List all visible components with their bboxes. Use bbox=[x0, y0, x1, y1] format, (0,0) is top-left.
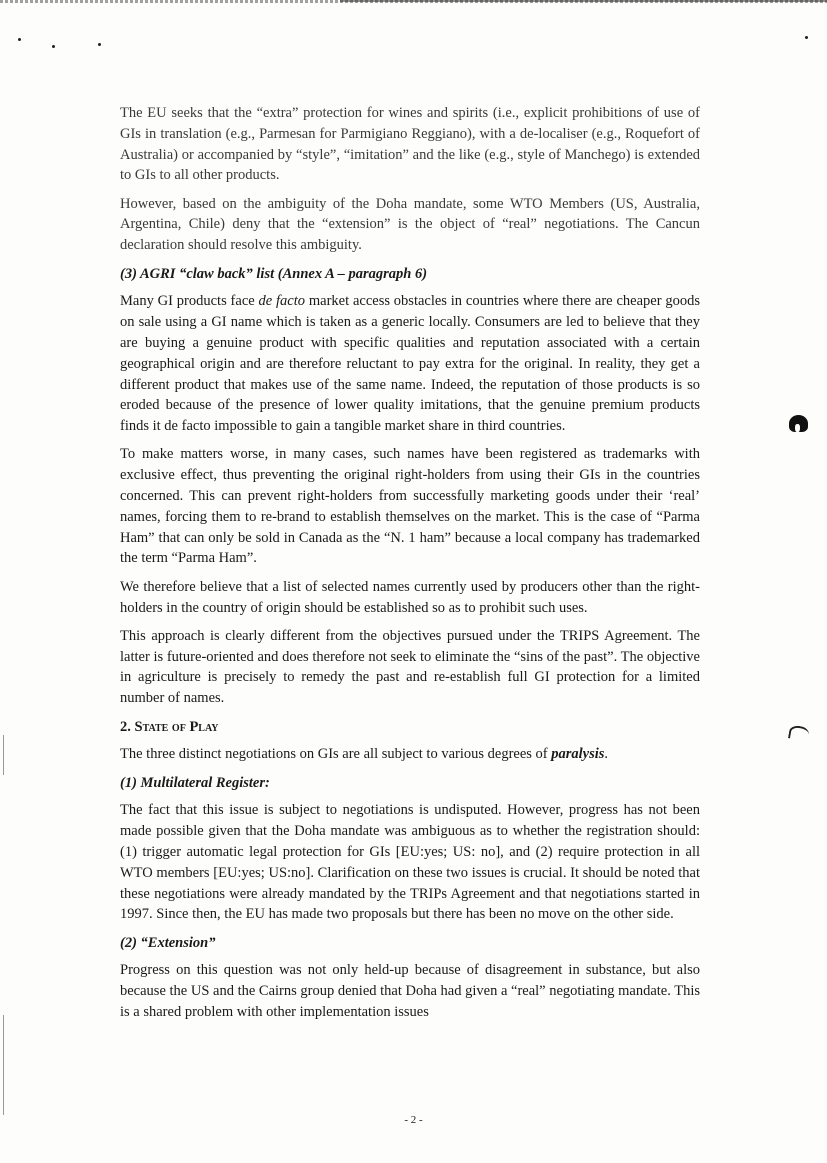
scan-speck bbox=[805, 36, 808, 39]
heading-claw-back-list: (3) AGRI “claw back” list (Annex A – paragraph 6) bbox=[120, 265, 428, 282]
paragraph-doha-ambiguity: However, based on the ambiguity of the Doha mandate, some WTO Members (US, Australia, Argentina, Chile) deny that the “extension” is the object of “real” negotiations. The Cancun declaration should resolve this ambiguity. bbox=[120, 195, 700, 254]
heading-extension: (2) “Extension” bbox=[120, 934, 216, 951]
paragraph-register-negotiations: The fact that this issue is subject to negotiations is undisputed. However, progress has not been made possible given that the Doha mandate was ambiguous as to whether the registration should: (1) trigger automatic legal protection for GIs [EU:yes; US: no], and (2) require protection in all WTO members [EU:yes; US:no]. Clarification on these two issues is crucial. It should be noted that these negotiations were already mandated by the TRIPs Agreement and that negotiations started in 1997. Since then, the EU has made two proposals but there has been no move on the other side. bbox=[120, 802, 700, 923]
paragraph-extension-progress: Progress on this question was not only held-up because of disagreement in substance, but also because the US and the Cairns group denied that Doha had given a “real” negotiating mandate. This is a shared problem with other implementation issues bbox=[120, 962, 700, 1021]
page-number: - 2 - bbox=[404, 1114, 423, 1126]
scan-edge-left bbox=[3, 735, 4, 775]
emphasis-paralysis: paralysis bbox=[551, 746, 605, 763]
scan-mark-blob bbox=[789, 415, 808, 432]
heading-multilateral-register: (1) Multilateral Register: bbox=[120, 774, 270, 791]
paragraph-extra-protection: The EU seeks that the “extra” protection for wines and spirits (i.e., explicit prohibitions of use of GIs in translation (e.g., Parmesan for Parmigiano Reggiano), with a de-localiser (e.g., Roquefort of Australia) or accompanied by “style”, “imitation” and the like (e.g., style of Manchego) is extended to GIs to all other products. bbox=[120, 105, 700, 184]
paragraph-market-access: Many GI products face de facto market access obstacles in countries where there are cheaper goods on sale using a GI name which is taken as a generic locally. Consumers are led to believe that they are buying a genuine product with specific qualities and reputation associated with a certain geographical origin and are therefore reluctant to pay extra for the original. In reality, they get a different product that makes use of the same name. Indeed, the reputation of those products is so eroded because of the presence of lower quality imitations, that the genuine premium products finds it de facto impossible to gain a tangible market share in third countries. bbox=[120, 293, 700, 435]
document-body bbox=[120, 103, 700, 1030]
scan-speck bbox=[18, 38, 21, 41]
scan-edge-left bbox=[3, 1015, 4, 1115]
paragraph-trademarks: To make matters worse, in many cases, such names have been registered as trademarks with exclusive effect, thus preventing the original right-holders from using their GIs in the countries concerned. This can prevent right-holders from successfully marketing goods under their ‘real’ names, forcing them to re-brand to establish themselves on the market. This is the case of “Parma Ham” that can only be sold in Canada as the “N. 1 ham” because a local company has trademarked the term “Parma Ham”. bbox=[120, 446, 700, 567]
scan-speck bbox=[52, 45, 55, 48]
heading-state-of-play: 2. State of Play bbox=[120, 718, 219, 735]
emphasis-de-facto: de facto bbox=[258, 293, 306, 310]
scan-edge-top-right bbox=[340, 0, 827, 2]
scan-speck bbox=[98, 43, 101, 46]
paragraph-trips-difference: This approach is clearly different from the objectives pursued under the TRIPS Agreement. The latter is future-oriented and does therefore not seek to eliminate the “sins of the past”. The objective in agriculture is precisely to remedy the past and re-establish full GI protection for a limited number of names. bbox=[120, 627, 700, 707]
paragraph-list-proposal: We therefore believe that a list of selected names currently used by producers other than the right-holders in the country of origin should be established so as to prohibit such uses. bbox=[120, 578, 700, 616]
scan-mark-arc bbox=[788, 724, 810, 741]
paragraph-paralysis: The three distinct negotiations on GIs are all subject to various degrees of paralysis. bbox=[120, 746, 609, 763]
